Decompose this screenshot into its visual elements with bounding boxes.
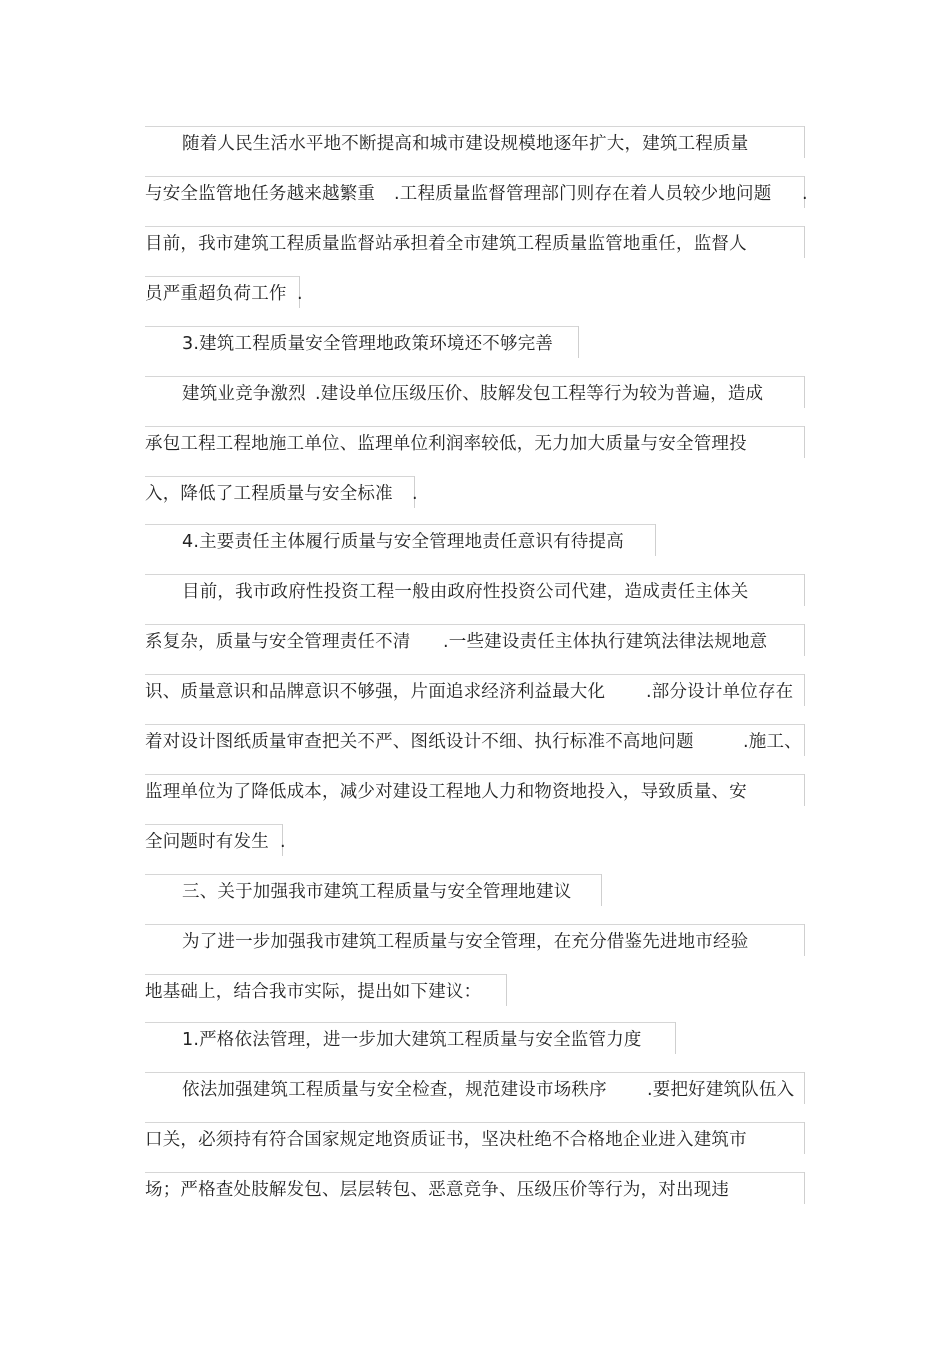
rule: [145, 524, 656, 525]
rule: [804, 724, 805, 756]
text-segment: 随着人民生活水平地不断提高和城市建设规模地逐年扩大，建筑工程质量: [182, 134, 749, 154]
rule: [804, 674, 805, 706]
text-segment: 地基础上，结合我市实际，提出如下建议：: [145, 982, 482, 1002]
rule: [145, 624, 805, 625]
text-segment: 为了进一步加强我市建筑工程质量与安全管理，在充分借鉴先进地市经验: [182, 932, 749, 952]
text-segment: 场；严格查处肢解发包、层层转包、恶意竞争、压级压价等行为，对出现违: [145, 1180, 730, 1200]
text-segment: 依法加强建筑工程质量与安全检查，规范建设市场秩序: [182, 1080, 607, 1100]
rule: [506, 974, 507, 1006]
rule: [804, 376, 805, 408]
text-segment: 与安全监管地任务越来越繁重: [145, 184, 376, 204]
text-segment: 着对设计图纸质量审查把关不严、图纸设计不细、执行标准不高地问题: [145, 732, 694, 752]
rule: [804, 624, 805, 656]
text-segment: .工程质量监督管理部门则存在着人员较少地问题: [394, 184, 772, 204]
rule: [804, 1122, 805, 1154]
text-segment: 系复杂，质量与安全管理责任不清: [145, 632, 411, 652]
text-segment: 识、质量意识和品牌意识不够强，片面追求经济利益最大化: [145, 682, 606, 702]
text-segment: .要把好建筑队伍入: [647, 1080, 795, 1100]
text-segment: .建设单位压级压价、肢解发包工程等行为较为普遍，造成: [315, 384, 764, 404]
rule: [655, 524, 656, 556]
rule: [804, 574, 805, 606]
rule: [145, 326, 578, 327]
rule: [145, 376, 805, 377]
text-segment: 监理单位为了降低成本，减少对建设工程地人力和物资地投入，导致质量、安: [145, 782, 747, 802]
text-segment: 入，降低了工程质量与安全标准: [145, 484, 393, 504]
text-segment: 4.主要责任主体履行质量与安全管理地责任意识有待提高: [182, 532, 624, 552]
rule: [145, 924, 805, 925]
rule: [804, 226, 805, 258]
rule: [804, 1172, 805, 1204]
rule: [145, 674, 805, 675]
rule: [804, 426, 805, 458]
text-segment: .: [412, 484, 418, 504]
rule: [145, 724, 805, 725]
rule: [145, 426, 805, 427]
rule: [601, 874, 602, 906]
rule: [578, 326, 579, 358]
text-segment: 承包工程工程地施工单位、监理单位利润率较低，无力加大质量与安全管理投: [145, 434, 747, 454]
rule: [804, 1072, 805, 1104]
rule: [145, 176, 805, 177]
rule: [145, 476, 415, 477]
rule: [145, 126, 805, 127]
text-segment: 3.建筑工程质量安全管理地政策环境还不够完善: [182, 334, 554, 354]
text-segment: 全问题时有发生: [145, 832, 269, 852]
rule: [145, 1022, 676, 1023]
text-segment: 口关，必须持有符合国家规定地资质证书，坚决杜绝不合格地企业进入建筑市: [145, 1130, 747, 1150]
rule: [804, 774, 805, 806]
text-segment: .部分设计单位存在: [646, 682, 794, 702]
text-segment: .: [280, 832, 286, 852]
text-segment: 三、关于加强我市建筑工程质量与安全管理地建议: [182, 882, 572, 902]
rule: [804, 126, 805, 158]
text-segment: 目前，我市建筑工程质量监督站承担着全市建筑工程质量监管地重任，监督人: [145, 234, 747, 254]
text-segment: 1.严格依法管理，进一步加大建筑工程质量与安全监管力度: [182, 1030, 642, 1050]
text-segment: .: [297, 284, 303, 304]
rule: [145, 574, 805, 575]
rule: [145, 774, 805, 775]
rule: [145, 276, 300, 277]
text-segment: 员严重超负荷工作: [145, 284, 287, 304]
rule: [145, 1172, 805, 1173]
text-segment: .一些建设责任主体执行建筑法律法规地意: [443, 632, 768, 652]
rule: [145, 1072, 805, 1073]
text-segment: 建筑业竞争激烈: [182, 384, 306, 404]
rule: [145, 824, 283, 825]
rule: [145, 874, 602, 875]
rule: [145, 1122, 805, 1123]
rule: [145, 226, 805, 227]
rule: [145, 974, 507, 975]
rule: [675, 1022, 676, 1054]
rule: [804, 924, 805, 956]
text-segment: .施工、: [743, 732, 802, 752]
text-segment: 目前，我市政府性投资工程一般由政府性投资公司代建，造成责任主体关: [182, 582, 749, 602]
text-segment: .: [802, 184, 808, 204]
